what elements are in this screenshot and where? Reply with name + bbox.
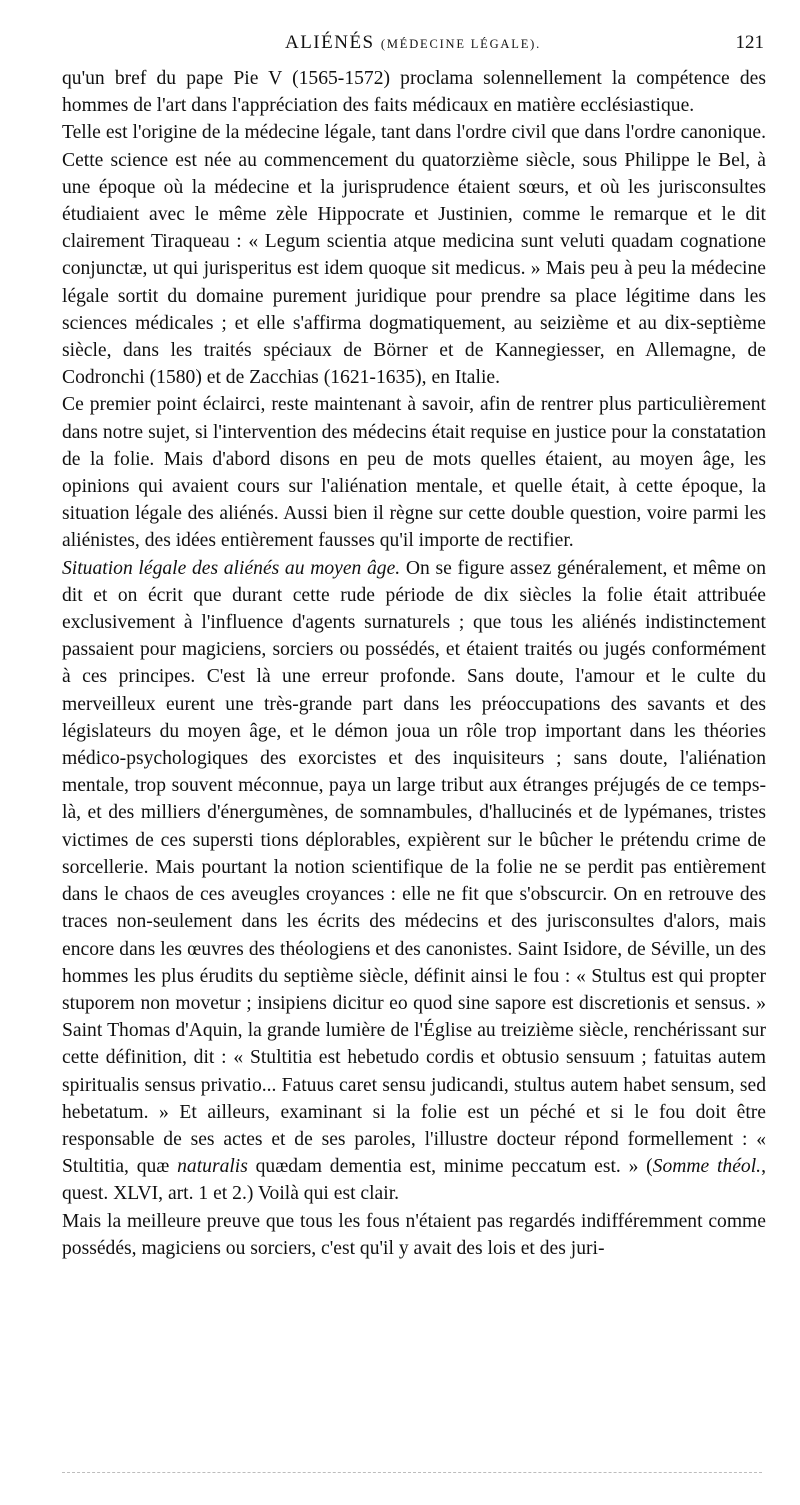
running-head-subtitle: (MÉDECINE LÉGALE). (380, 37, 542, 51)
running-head-title: ALIÉNÉS (284, 32, 375, 53)
body-text (62, 65, 766, 1262)
text-segment: Ce premier point éclairci, reste maintenant à savoir, afin de rentrer plus particulièrement dans notre sujet, si l'intervention des médecins était requise en justice pour la constatation de la folie. Mais d'abord disons en peu de mots quelles étaient, au moyen âge, les opinions qui avaient cours sur l'aliénation mentale, et quelle était, à cette époque, la situation légale des aliénés. Aussi bien il règne sur cette double question, voire parmi les aliénistes, des idées entièrement fausses qu'il importe de rectifier. (62, 394, 766, 552)
paragraph (62, 65, 766, 119)
paragraph (62, 119, 766, 391)
paragraph (62, 1208, 766, 1262)
italic-text-segment: naturalis (177, 1156, 248, 1178)
text-segment: quædam dementia est, minime peccatum est. » ( (247, 1156, 653, 1178)
text-segment: On se figure assez généralement, et même on dit et on écrit que durant cette rude période de dix siècles la folie était attribuée exclusivement à l'influence d'agents surnaturels ; que tous les aliénés indistinctement passaient pour magiciens, sorciers ou possédés, et étaient traités ou jugés conformément à ces principes. C'est là une erreur profonde. Sans doute, l'amour et le culte du merveilleux eurent une très-grande part dans les préoccupations des savants et des législateurs du moyen âge, et le démon joua un rôle trop important dans les théories médico-psychologiques des exorcistes et des inquisiteurs ; sans doute, l'aliénation mentale, trop souvent méconnue, paya un large tribut aux étranges préjugés de ce temps-là, et des milliers d'énergumènes, de somnambules, d'hallucinés et de lypémanes, tristes victimes de ces supersti tions déplorables, expièrent sur le bûcher le prétendu crime de sorcellerie. Mais pourtant la notion scientifique de la folie ne se perdit pas entièrement dans le chaos de ces aveugles croyances : elle ne fit que s'obscurcir. On en retrouve des traces non-seulement dans les écrits des médecins et des jurisconsultes d'alors, mais encore dans les œuvres des théologiens et des canonistes. Saint Isidore, de Séville, un des hommes les plus érudits du septième siècle, définit ainsi le fou : « Stultus est qui propter stuporem non movetur ; insipiens dicitur eo quod sine sapore est discretionis et sensus. » Saint Thomas d'Aquin, la grande lumière de l'Église au treizième siècle, renchérissant sur cette définition, dit : « Stultitia est hebetudo cordis et obtusio sensuum ; fatuitas autem spiritualis sensus privatio... Fatuus caret sensu judicandi, stultus autem habet sensum, sed hebetatum. » Et ailleurs, examinant si la folie est un péché et si le fou doit être responsable de ses actes et de ses paroles, l'illustre docteur répond formellement : « Stultitia, quæ (62, 557, 766, 1178)
footer-rule (62, 1472, 762, 1473)
paragraph (62, 391, 766, 554)
page-header (62, 30, 764, 60)
italic-text-segment: Somme théol. (652, 1156, 762, 1178)
text-segment: Telle est l'origine de la médecine légale, tant dans l'ordre civil que dans l'ordre canonique. Cette science est née au commencement du quatorzième siècle, sous Philippe le Bel, à une époque où la médecine et la jurisprudence étaient sœurs, et où les jurisconsultes étudiaient avec le même zèle Hippocrate et Justinien, comme le remarque et le dit clairement Tiraqueau : « Legum scientia atque medicina sunt veluti quadam cognatione conjunctæ, ut qui jurisperitus est idem quoque sit medicus. » Mais peu à peu la médecine légale sortit du domaine purement juridique pour prendre sa place légitime dans les sciences médicales ; et elle s'affirma dogmatiquement, au seizième et au dix-septième siècle, dans les traités spéciaux de Börner et de Kannegiesser, en Allemagne, de Codronchi (1580) et de Zacchias (1621-1635), en Italie. (62, 122, 766, 389)
page-number: 121 (735, 32, 764, 53)
text-segment: qu'un bref du pape Pie V (1565-1572) proclama solennellement la compétence des hommes de l'art dans l'appréciation des faits médicaux en matière ecclésiastique. (62, 68, 766, 117)
text-segment: , quest. XLVI, art. 1 et 2.) Voilà qui est clair. (62, 1156, 766, 1205)
italic-text-segment: Situation légale des aliénés au moyen âge. (62, 557, 401, 579)
text-segment: Mais la meilleure preuve que tous les fous n'étaient pas regardés indifféremment comme possédés, magiciens ou sorciers, c'est qu'il y avait des lois et des juri- (62, 1210, 766, 1259)
running-head (62, 32, 764, 54)
paragraph (62, 555, 766, 1208)
